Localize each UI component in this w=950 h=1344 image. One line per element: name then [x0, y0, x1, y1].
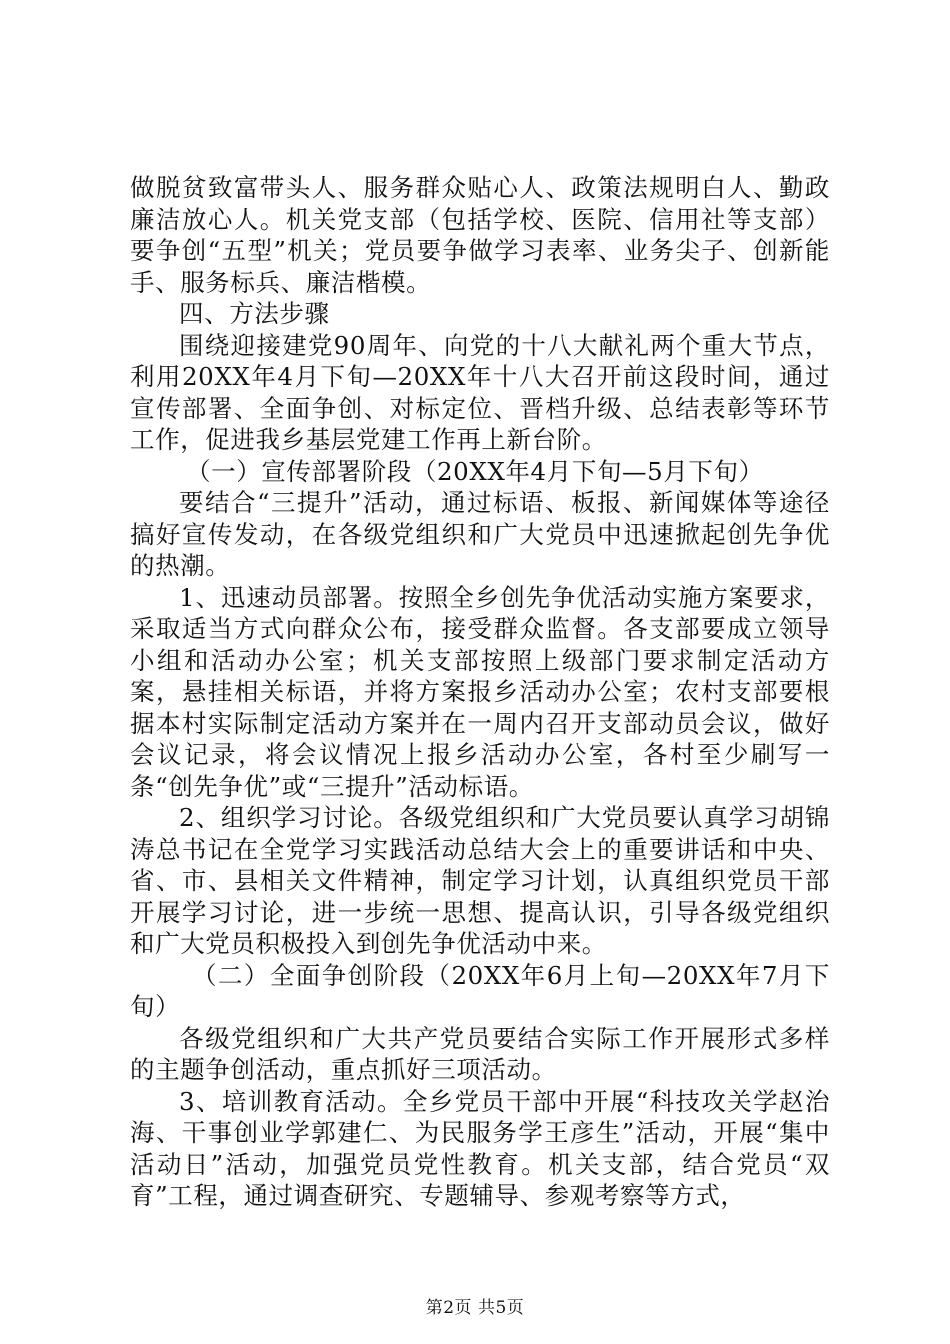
paragraph-stage-2-intro: 各级党组织和广大共产党员要结合实际工作开展形式多样的主题争创活动，重点抓好三项活动。 — [130, 1023, 830, 1084]
paragraph-stage-1-intro: 要结合“三提升”活动，通过标语、板报、新闻媒体等途径搞好宣传发动，在各级党组织和广大党员中迅速掀起创先争优的热潮。 — [130, 488, 830, 580]
page-number-footer: 第2页 共5页 — [425, 1298, 525, 1318]
document-body — [130, 172, 830, 1212]
paragraph-overview: 围绕迎接建党90周年、向党的十八大献礼两个重大节点，利用20XX年4月下旬—20XX年十八大召开前这段时间，通过宣传部署、全面争创、对标定位、晋档升级、总结表彰等环节工作，促进我乡基层党建工作再上新台阶。 — [130, 330, 830, 454]
paragraph-continuation: 做脱贫致富带头人、服务群众贴心人、政策法规明白人、勤政廉洁放心人。机关党支部（包括学校、医院、信用社等支部）要争创“五型”机关；党员要争做学习表率、业务尖子、创新能手、服务标兵、廉洁楷模。 — [130, 173, 830, 297]
paragraph-item-2: 2、组织学习讨论。各级党组织和广大党员要认真学习胡锦涛总书记在全党学习实践活动总结大会上的重要讲话和中央、省、市、县相关文件精神，制定学习计划，认真组织党员干部开展学习讨论，进一步统一思想、提高认识，引导各级党组织和广大党员积极投入到创先争优活动中来。 — [130, 803, 830, 958]
section-heading-methods: 四、方法步骤 — [179, 299, 330, 328]
paragraph-item-3: 3、培训教育活动。全乡党员干部中开展“科技攻关学赵治海、干事创业学郭建仁、为民服务学王彦生”活动，开展“集中活动日”活动，加强党员党性教育。机关支部，结合党员“双育”工程，通过调查研究、专题辅导、参观考察等方式， — [130, 1086, 830, 1210]
subsection-heading-stage-1: （一）宣传部署阶段（20XX年4月下旬—5月下旬） — [186, 456, 764, 486]
paragraph-item-1: 1、迅速动员部署。按照全乡创先争优活动实施方案要求，采取适当方式向群众公布，接受群众监督。各支部要成立领导小组和活动办公室；机关支部按照上级部门要求制定活动方案，悬挂相关标语，并将方案报乡活动办公室；农村支部要根据本村实际制定活动方案并在一周内召开支部动员会议，做好会议记录，将会议情况上报乡活动办公室，各村至少刷写一条“创先争优”或“三提升”活动标语。 — [130, 582, 830, 801]
subsection-heading-stage-2: （二）全面争创阶段（20XX年6月上旬—20XX年7月下旬） — [130, 960, 830, 1021]
